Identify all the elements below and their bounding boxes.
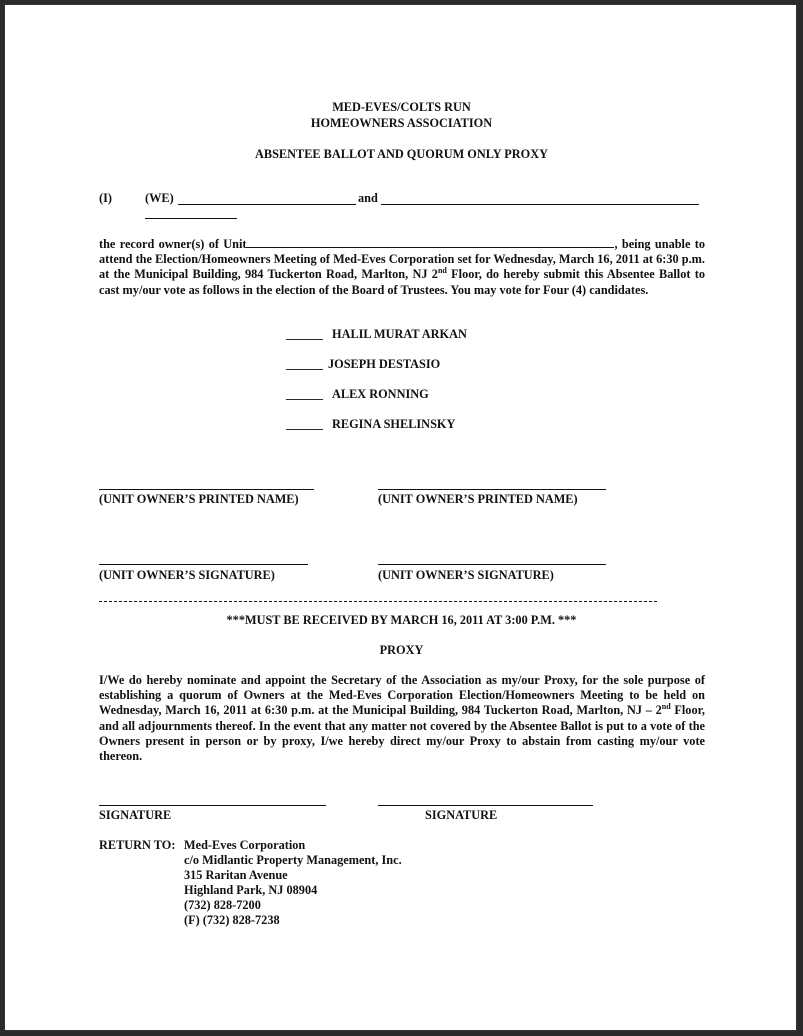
candidate-vote-blank[interactable]: ______	[286, 387, 323, 401]
divider	[99, 601, 657, 602]
signature-label-left: (UNIT OWNER’S SIGNATURE)	[99, 568, 275, 582]
candidate-vote-blank[interactable]: ______	[286, 417, 323, 431]
return-address-line: (732) 828-7200	[184, 898, 261, 912]
intro-text-3: Floor, do hereby submit this Absentee Ballot to cast my/our vote as follows in the election of the Board of Trustees. You may vote for Four (4) candidates.	[99, 267, 705, 297]
owner-name-field-3[interactable]	[145, 218, 237, 219]
candidate-vote-blank[interactable]: ______	[286, 357, 323, 371]
proxy-paragraph	[99, 673, 705, 764]
proxy-text-1: I/We do hereby nominate and appoint the Secretary of the Association as my/our Proxy, for the sole purpose of establishing a quorum of Owners at the Med-Eves Corporation Election/Homeowners Meeting to be held on Wednesday, March 16, 2011 at 6:30 p.m. at the Municipal Building, 984 Tuckerton Road, Marlton, NJ – 2	[99, 673, 705, 718]
association-name: MED-EVES/COLTS RUN	[332, 100, 471, 114]
and-label: and	[358, 191, 378, 205]
signature-line-right[interactable]	[378, 805, 593, 806]
candidate-name: ALEX RONNING	[332, 387, 429, 401]
deadline-notice: ***MUST BE RECEIVED BY MARCH 16, 2011 AT 3:00 P.M. ***	[226, 613, 577, 627]
return-address-line: Highland Park, NJ 08904	[184, 883, 318, 897]
proxy-text-2: Floor, and all adjournments thereof. In the event that any matter not covered by the Absentee Ballot is put to a vote of the Owners present in person or by proxy, I/we hereby direct my/our Proxy to abstain from casting my/our vote thereon.	[99, 703, 706, 764]
intro-text-2: , being unable to attend the Election/Homeowners Meeting of Med-Eves Corporation set for Wednesday, March 16, 2011 at 6:30 p.m. at the Municipal Building, 984 Tuckerton Road, Marlton, NJ 2	[99, 237, 705, 282]
association-type: HOMEOWNERS ASSOCIATION	[310, 116, 493, 130]
candidate-name: JOSEPH DESTASIO	[328, 357, 441, 371]
we-label: (WE)	[145, 191, 174, 205]
document-page	[4, 4, 797, 1031]
return-address-line: 315 Raritan Avenue	[184, 868, 288, 882]
candidate-name: HALIL MURAT ARKAN	[332, 327, 467, 341]
candidate-vote-blank[interactable]: ______	[286, 327, 323, 341]
owner-name-field-2[interactable]	[381, 204, 699, 205]
candidate-name: REGINA SHELINSKY	[332, 417, 456, 431]
printed-name-label-right: (UNIT OWNER’S PRINTED NAME)	[378, 492, 578, 506]
i-label: (I)	[99, 191, 112, 205]
signature-label-bottom-left: SIGNATURE	[99, 808, 172, 822]
proxy-heading: PROXY	[379, 643, 424, 657]
unit-number-field[interactable]	[246, 237, 614, 248]
return-address-line: Med-Eves Corporation	[184, 838, 306, 852]
signature-label-bottom-right: SIGNATURE	[425, 808, 498, 822]
proxy-sup: nd	[661, 702, 671, 712]
return-address-line: c/o Midlantic Property Management, Inc.	[184, 853, 402, 867]
return-to-label: RETURN TO:	[99, 838, 176, 852]
intro-sup: nd	[437, 266, 447, 276]
printed-name-field-right[interactable]	[378, 489, 606, 490]
signature-field-left[interactable]	[99, 564, 308, 565]
document-title: ABSENTEE BALLOT AND QUORUM ONLY PROXY	[254, 147, 548, 161]
return-address-line: (F) (732) 828-7238	[184, 913, 280, 927]
signature-field-right[interactable]	[378, 564, 606, 565]
printed-name-field-left[interactable]	[99, 489, 314, 490]
printed-name-label-left: (UNIT OWNER’S PRINTED NAME)	[99, 492, 299, 506]
intro-text-1: the record owner(s) of Unit	[99, 237, 247, 251]
signature-label-right: (UNIT OWNER’S SIGNATURE)	[378, 568, 554, 582]
owner-name-field-1[interactable]	[178, 204, 356, 205]
signature-line-left[interactable]	[99, 805, 326, 806]
intro-paragraph	[99, 237, 705, 298]
